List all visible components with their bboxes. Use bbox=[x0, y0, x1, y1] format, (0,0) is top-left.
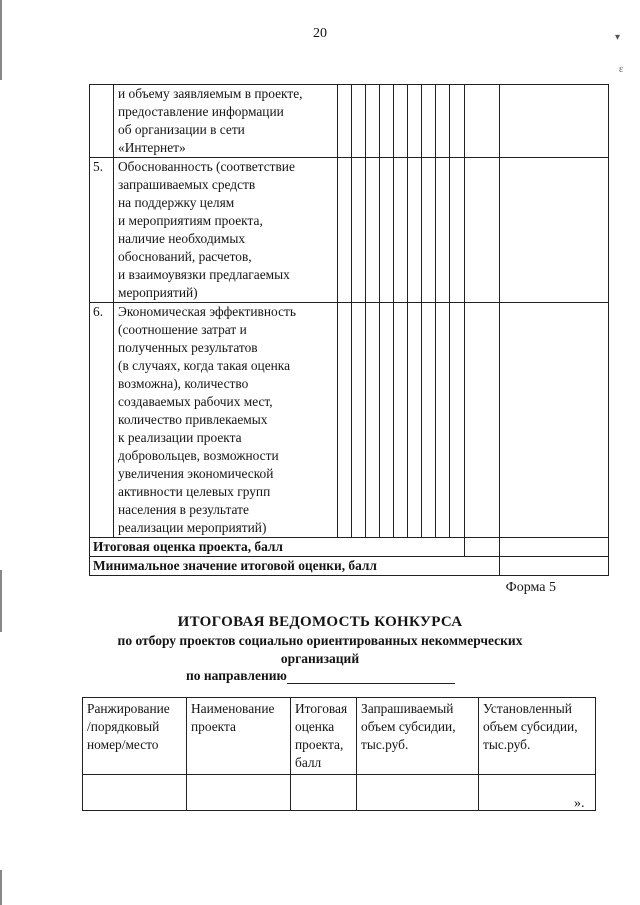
score-cell[interactable] bbox=[436, 158, 450, 303]
form-number: Форма 5 bbox=[505, 580, 556, 595]
header-line: оценка bbox=[295, 719, 335, 734]
score-cell[interactable] bbox=[338, 303, 352, 538]
criteria-text bbox=[114, 85, 338, 158]
column-header-total-score bbox=[291, 698, 357, 775]
form-subtitle-line2: организаций bbox=[280, 651, 360, 666]
score-cell[interactable] bbox=[394, 158, 408, 303]
score-cell[interactable] bbox=[408, 85, 422, 158]
score-cell[interactable] bbox=[394, 303, 408, 538]
criteria-num: 6. bbox=[90, 303, 114, 538]
total-score-cell[interactable] bbox=[465, 538, 500, 557]
criteria-line: Экономическая эффективность bbox=[118, 304, 296, 319]
scan-edge-top bbox=[0, 0, 2, 80]
criteria-line: к реализации проекта bbox=[118, 430, 242, 445]
score-cell[interactable] bbox=[450, 303, 465, 538]
direction-label: по направлению bbox=[186, 668, 287, 683]
blank-cell[interactable] bbox=[83, 775, 187, 811]
criteria-line: наличие необходимых bbox=[118, 231, 246, 246]
header-line: тыс.руб. bbox=[361, 737, 409, 752]
form-title: ИТОГОВАЯ ВЕДОМОСТЬ КОНКУРСА bbox=[177, 614, 463, 630]
criteria-line: (в случаях, когда такая оценка bbox=[118, 358, 291, 373]
header-line: Ранжирование bbox=[87, 701, 170, 716]
criteria-line: полученных результатов bbox=[118, 340, 258, 355]
score-cell[interactable] bbox=[422, 303, 436, 538]
score-cell[interactable] bbox=[408, 303, 422, 538]
criteria-row bbox=[90, 85, 609, 158]
results-blank-row bbox=[83, 775, 596, 811]
header-line: номер/место bbox=[87, 737, 159, 752]
criteria-text bbox=[114, 158, 338, 303]
score-cell[interactable] bbox=[366, 158, 380, 303]
results-header-row bbox=[83, 698, 596, 775]
header-line: балл bbox=[295, 755, 322, 770]
form-subtitle-line1: по отбору проектов социально ориентированных некоммерческих bbox=[117, 633, 523, 648]
criteria-line: запрашиваемых средств bbox=[118, 177, 256, 192]
total-score-label: Итоговая оценка проекта, балл bbox=[90, 538, 465, 557]
blank-cell[interactable] bbox=[187, 775, 291, 811]
criteria-line: добровольцев, возможности bbox=[118, 448, 279, 463]
criteria-row bbox=[90, 158, 609, 303]
criteria-line: возможна), количество bbox=[118, 376, 249, 391]
criteria-line: создаваемых рабочих мест, bbox=[118, 394, 273, 409]
score-cell[interactable] bbox=[352, 303, 366, 538]
score-cell[interactable] bbox=[465, 158, 500, 303]
minimum-score-label: Минимальное значение итоговой оценки, балл bbox=[90, 557, 500, 576]
criteria-num bbox=[90, 85, 114, 158]
criteria-table bbox=[89, 84, 609, 576]
score-cell[interactable] bbox=[450, 158, 465, 303]
criteria-line: населения в результате bbox=[118, 502, 249, 517]
corner-mark-side: ε bbox=[619, 64, 624, 75]
column-header-project-name bbox=[187, 698, 291, 775]
score-cell[interactable] bbox=[500, 303, 609, 538]
score-cell[interactable] bbox=[500, 85, 609, 158]
criteria-line: мероприятий) bbox=[118, 285, 198, 300]
header-line: Итоговая bbox=[295, 701, 348, 716]
score-cell[interactable] bbox=[380, 158, 394, 303]
criteria-line: и взаимоувязки предлагаемых bbox=[118, 267, 290, 282]
criteria-line: активности целевых групп bbox=[118, 484, 271, 499]
column-header-approved-subsidy bbox=[479, 698, 596, 775]
criteria-num: 5. bbox=[90, 158, 114, 303]
total-score-cell[interactable] bbox=[500, 538, 609, 557]
score-cell[interactable] bbox=[352, 158, 366, 303]
criteria-line: «Интернет» bbox=[118, 140, 186, 155]
column-header-rank bbox=[83, 698, 187, 775]
header-line: Установленный bbox=[483, 701, 572, 716]
score-cell[interactable] bbox=[422, 85, 436, 158]
header-line: проекта, bbox=[295, 737, 344, 752]
score-cell[interactable] bbox=[366, 303, 380, 538]
scan-edge-bottom bbox=[0, 870, 2, 905]
criteria-line: реализации мероприятий) bbox=[118, 520, 267, 535]
header-line: тыс.руб. bbox=[483, 737, 531, 752]
header-line: /порядковый bbox=[87, 719, 160, 734]
score-cell[interactable] bbox=[338, 85, 352, 158]
total-score-row bbox=[90, 538, 609, 557]
score-cell[interactable] bbox=[465, 303, 500, 538]
score-cell[interactable] bbox=[380, 303, 394, 538]
direction-blank[interactable] bbox=[287, 669, 455, 684]
results-table bbox=[82, 697, 596, 811]
score-cell[interactable] bbox=[380, 85, 394, 158]
criteria-text bbox=[114, 303, 338, 538]
criteria-line: и мероприятиям проекта, bbox=[118, 213, 263, 228]
criteria-line: предоставление информации bbox=[118, 104, 284, 119]
corner-mark-top: ▾ bbox=[615, 32, 621, 43]
criteria-line: на поддержку целям bbox=[118, 195, 235, 210]
direction-field bbox=[186, 668, 455, 684]
score-cell[interactable] bbox=[465, 85, 500, 158]
criteria-line: обоснований, расчетов, bbox=[118, 249, 252, 264]
blank-cell[interactable] bbox=[291, 775, 357, 811]
page-number: 20 bbox=[313, 26, 327, 41]
header-line: объем субсидии, bbox=[483, 719, 578, 734]
header-line: проекта bbox=[191, 719, 236, 734]
score-cell[interactable] bbox=[450, 85, 465, 158]
criteria-line: Обоснованность (соответствие bbox=[118, 159, 295, 174]
score-cell[interactable] bbox=[422, 158, 436, 303]
score-cell[interactable] bbox=[436, 303, 450, 538]
score-cell[interactable] bbox=[366, 85, 380, 158]
closing-quote: ». bbox=[574, 796, 585, 811]
minimum-score-cell[interactable] bbox=[500, 557, 609, 576]
criteria-line: увеличения экономической bbox=[118, 466, 274, 481]
criteria-line: (соотношение затрат и bbox=[118, 322, 247, 337]
header-line: объем субсидии, bbox=[361, 719, 456, 734]
minimum-score-row bbox=[90, 557, 609, 576]
score-cell[interactable] bbox=[352, 85, 366, 158]
column-header-requested-subsidy bbox=[357, 698, 479, 775]
header-line: Наименование bbox=[191, 701, 275, 716]
header-line: Запрашиваемый bbox=[361, 701, 454, 716]
criteria-line: об организации в сети bbox=[118, 122, 245, 137]
blank-cell[interactable] bbox=[357, 775, 479, 811]
score-cell[interactable] bbox=[394, 85, 408, 158]
criteria-row bbox=[90, 303, 609, 538]
score-cell[interactable] bbox=[500, 158, 609, 303]
score-cell[interactable] bbox=[338, 158, 352, 303]
criteria-line: количество привлекаемых bbox=[118, 412, 268, 427]
score-cell[interactable] bbox=[436, 85, 450, 158]
criteria-line: и объему заявляемым в проекте, bbox=[118, 86, 303, 101]
score-cell[interactable] bbox=[408, 158, 422, 303]
